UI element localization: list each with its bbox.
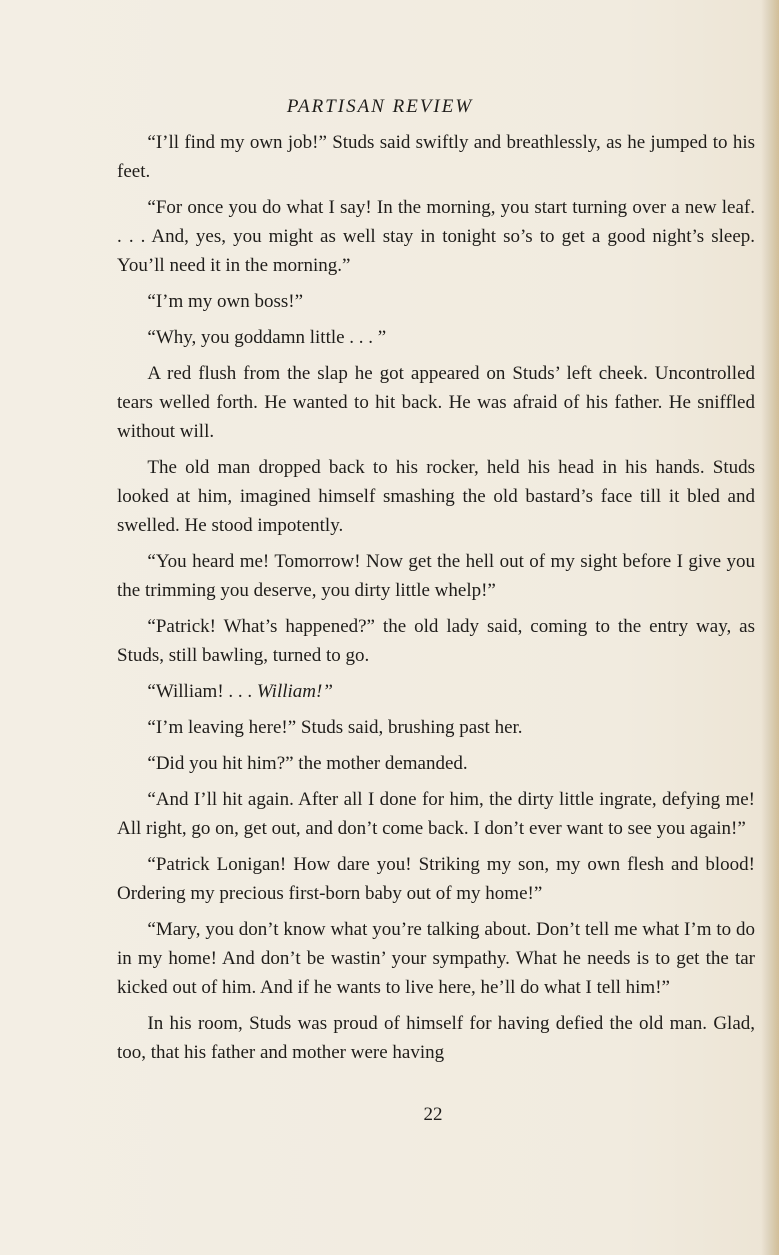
paragraph: “I’m leaving here!” Studs said, brushing past her. xyxy=(147,717,523,738)
paragraph: “Did you hit him?” the mother demanded. xyxy=(147,753,468,774)
paragraph: “Why, you goddamn little . . . ” xyxy=(147,327,387,348)
paragraph: A red flush from the slap he got appeared on Studs’ left cheek. Uncontrolled tears welled forth. He wanted to hit back. He was afraid of his father. He sniffled without will. xyxy=(117,363,755,442)
paragraph-italic-text: William!” xyxy=(256,681,333,702)
paragraph: “You heard me! Tomorrow! Now get the hell out of my sight before I give you the trimming you deserve, you dirty little whelp!” xyxy=(117,551,755,601)
paragraph: “For once you do what I say! In the morning, you start turning over a new leaf. . . . And, yes, you might as well stay in tonight so’s to get a good night’s sleep. You’ll need it in the morning.” xyxy=(117,197,755,276)
paragraph: “I’m my own boss!” xyxy=(147,291,304,312)
page-number: 22 xyxy=(423,1104,443,1125)
body-text xyxy=(117,128,755,1074)
paragraph: “Patrick Lonigan! How dare you! Striking my son, my own flesh and blood! Ordering my precious first-born baby out of my home!” xyxy=(117,854,755,904)
paragraph: “Mary, you don’t know what you’re talking about. Don’t tell me what I’m to do in my home! And don’t be wastin’ your sympathy. What he needs is to get the tar kicked out of him. And if he wants to live here, he’ll do what I tell him!” xyxy=(117,919,755,998)
paragraph-plain-text: “William! . . . xyxy=(147,681,257,702)
paragraph: The old man dropped back to his rocker, held his head in his hands. Studs looked at him, imagined himself smashing the old bastard’s face till it bled and swelled. He stood impotently. xyxy=(117,457,755,536)
paragraph: “I’ll find my own job!” Studs said swiftly and breathlessly, as he jumped to his feet. xyxy=(117,132,755,182)
paragraph: In his room, Studs was proud of himself for having defied the old man. Glad, too, that his father and mother were having xyxy=(117,1013,755,1063)
paragraph: “And I’ll hit again. After all I done for him, the dirty little ingrate, defying me! All right, go on, get out, and don’t come back. I don’t ever want to see you again!” xyxy=(117,789,755,839)
running-head: PARTISAN REVIEW xyxy=(286,96,474,117)
page-edge-shadow xyxy=(761,0,779,1255)
paragraph: “Patrick! What’s happened?” the old lady said, coming to the entry way, as Studs, still bawling, turned to go. xyxy=(117,616,755,666)
paragraph xyxy=(117,677,755,706)
